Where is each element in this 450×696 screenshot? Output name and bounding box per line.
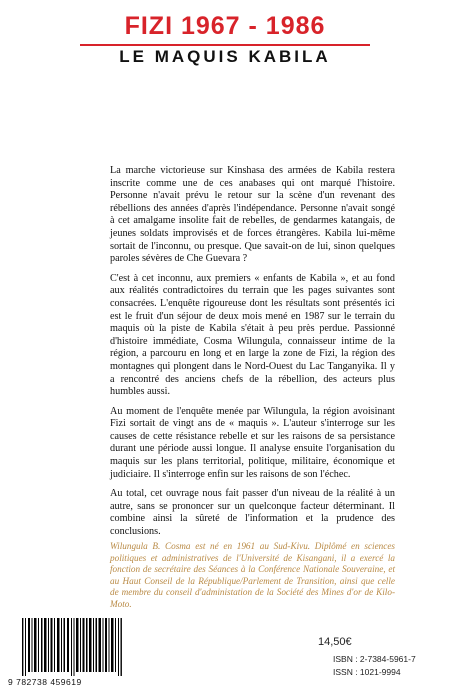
isbn-label: ISBN : 2-7384-5961-7 <box>333 654 416 664</box>
blurb-paragraph-3: Au moment de l'enquête menée par Wilungula, la région avoisinant Fizi sortait de vingt ans de « maquis ». L'auteur s'interroge sur les causes de cette résistance rebelle et sur les raisons de sa persistance durant une période aussi longue. Il analyse ensuite l'organisation du maquis sur les plans territorial, politique, militaire, économique et judiciaire. Il s'interroge enfin sur les raisons de son l'échec. <box>110 405 395 480</box>
author-bio: Wilungula B. Cosma est né en 1961 au Sud-Kivu. Diplômé en sciences politiques et administratives de l'Université de Kisangani, il a exercé la fonction de secrétaire des Séances à la Conférence Nationale Souveraine, et au Haut Conseil de la République/Parlement de Transition, ainsi que celle de membre du conseil d'administation de la Société des Mines d'or de Kilo-Moto. <box>110 541 395 609</box>
blurb-paragraph-4: Au total, cet ouvrage nous fait passer d'un niveau de la réalité à un autre, sans se prononcer sur un quelconque facteur déterminant. Il combine ainsi la sûreté de l'information et la prudence des conclusions. <box>110 488 395 538</box>
barcode-number: 9 782738 459619 <box>8 677 82 687</box>
title-divider <box>80 44 370 46</box>
blurb-paragraph-2: C'est à cet inconnu, aux premiers « enfants de Kabila », et au fond aux réalités contradictoires du terrain que les pages suivantes sont consacrées. L'enquête rigoureuse dont les résultats sont présentés ici est le fruit d'un séjour de deux mois mené en 1987 sur le terrain du maquis où la piste de Kabila s'était à peu près perdue. Passionné d'histoire immédiate, Cosma Wilungula, connaisseur intime de la région, a parcouru en long et en large la zone de Fizi, la région des montagnes qui plongent dans le Nord-Ouest du Lac Tanganyika. Il y a rencontré des anciens chefs de la rébellion, des acteurs plus humbles aussi. <box>110 272 395 398</box>
book-title: FIZI 1967 - 1986 <box>124 12 326 40</box>
blurb-paragraph-1: La marche victorieuse sur Kinshasa des armées de Kabila restera inscrite comme une de ces anabases qui ont marqué l'histoire. Personne n'avait prévu le retour sur la scène d'un revenant des rébellions des années d'après l'indépendance. Personne n'avait songé à cet amalgame insolite fait de rebelles, de gendarmes katangais, de jeunes soldats improvisés et de forces étrangères. Kabila lui-même sortait de l'inconnu, ou presque. Que savait-on de lui, sinon quelques paroles sévères de Che Guevara ? <box>110 165 395 265</box>
back-cover-blurb <box>110 165 395 546</box>
barcode <box>20 618 128 684</box>
book-subtitle: LE MAQUIS KABILA <box>119 47 331 66</box>
price-label: 14,50€ <box>318 636 352 648</box>
issn-label: ISSN : 1021-9994 <box>333 667 401 677</box>
